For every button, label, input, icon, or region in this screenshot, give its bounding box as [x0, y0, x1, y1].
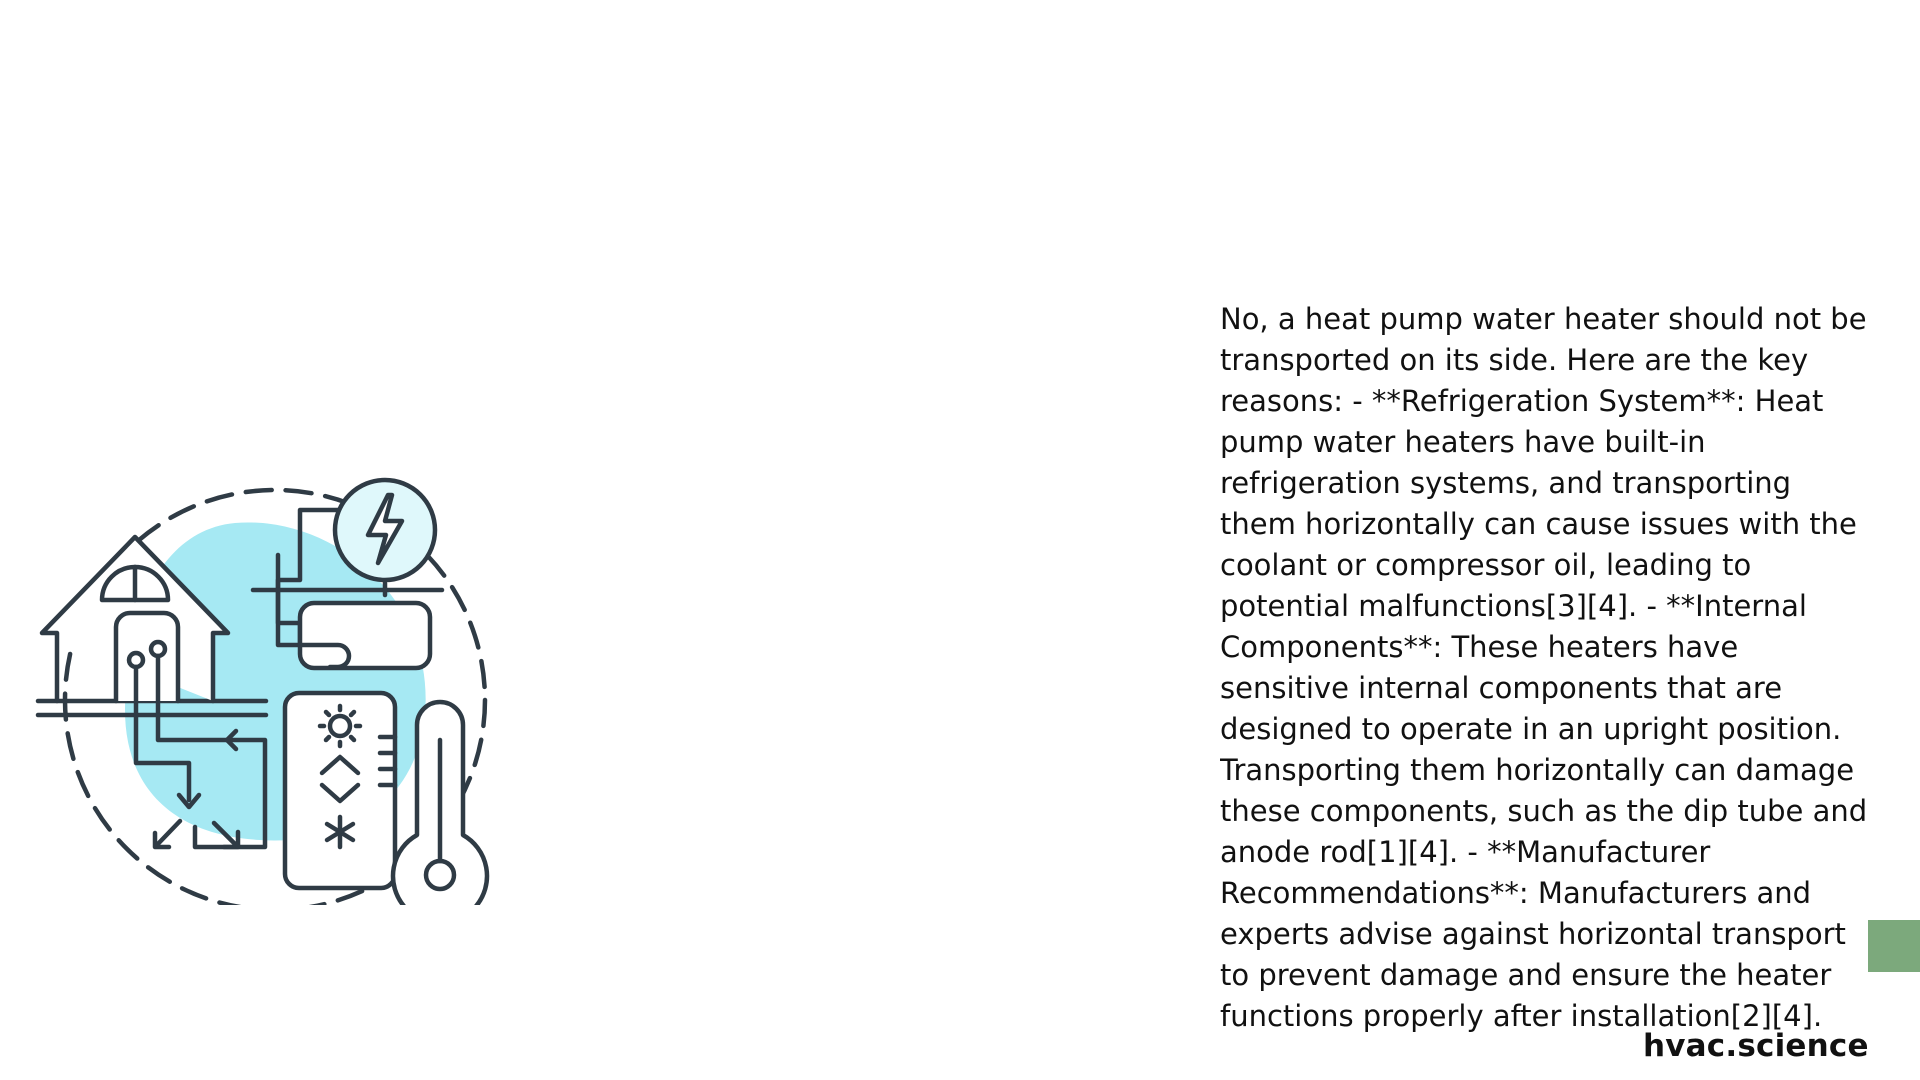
side-tab[interactable] [1868, 920, 1920, 972]
answer-text: No, a heat pump water heater should not be transported on its side. Here are the key reasons: - **Refrigeration System**: Heat pump water heaters have built-in refrigeration systems, and transporting them horizontally can cause issues with the coolant or compressor oil, leading to potential malfunctions[3][4]. - **Internal Components**: These heaters have sensitive internal components that are designed to operate in an upright position. Transporting them horizontally can damage these components, such as the dip tube and anode rod[1][4]. - **Manufacturer Recommendations**: Manufacturers and experts advise against horizontal transport to prevent damage and ensure the heater functions properly after installation[2][4]. [1220, 302, 1868, 1033]
heat-pump-home-icon [30, 455, 500, 905]
brand-name: hvac.science [1643, 1028, 1869, 1064]
